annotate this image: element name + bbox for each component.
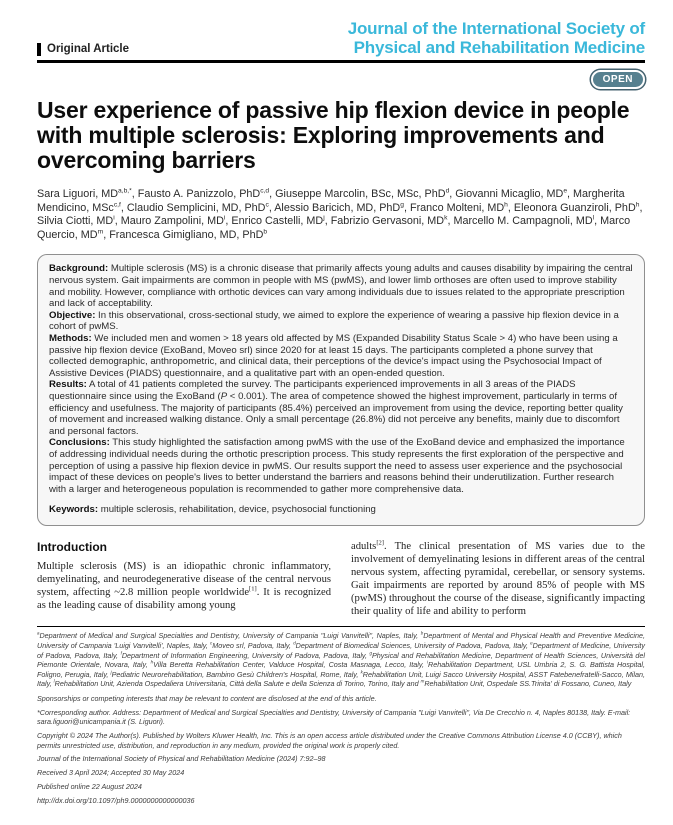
- author: Eleonora Guanziroli, PhD$^h$: [513, 201, 640, 214]
- author: Giovanni Micaglio, MDe: [455, 187, 568, 201]
- footer-line-published-online: Published online 22 August 2024: [37, 782, 142, 792]
- author: Fabrizio Gervasoni, $MD^k$: [330, 214, 448, 228]
- abstract-section: Background: Multiple sclerosis (MS) is a chronic disease that primarily affects young adults and causes disability by impairing the central nervous system. Gait impairments are common in people with MS (pwMS), and lower limb orthoses are often used to improve stability and mobility. However, compliance with orthotic devices can vary among individuals due to issues related to the appropriate prescription and lack of acceptability.: [49, 263, 633, 310]
- author-list: Sara Liguori, $MD^{a,b,*}$, Fausto A. Panizzolo, PhD$^{c,d}$, Giuseppe Marcolin, BSc, MSc, PhD$^d$, Giovanni Micaglio, MDe, Margherita Mendicino, MSc$^{c,f}$, Claudio Semplicini, MD, PhD$^c$, Alessio Baricich, MD, PhD$^g$, Franco Molteni, $MD^h$, Eleonora Guanziroli, PhD$^h$, Silvia Ciotti, $MD^i$, Mauro Zampolini, $MD^i$, Enrico Castelli, $MD^j$, Fabrizio Gervasoni, $MD^k$, Marcello M. Campagnoli, $MD^l$, Marco Quercio, $MD^m$, Francesca Gimigliano, MD, PhD$^b$: [37, 187, 643, 241]
- badge-row: [37, 70, 645, 89]
- author: Margherita Mendicino, MSc$^{c,f}$: [37, 188, 625, 214]
- journal-title-line2: Physical and Rehabilitation Medicine: [353, 37, 645, 57]
- abstract-section: Objective: In this observational, cross-sectional study, we aimed to explore the experience of wearing a passive hip flexion device in a cohort of pwMS.: [49, 309, 619, 333]
- author: Sara Liguori, $MD^{a,b,*}$: [37, 187, 132, 201]
- author: Marcello M. Campagnoli, $MD^l$: [453, 214, 595, 228]
- doi-link[interactable]: http://dx.doi.org/10.1097/ph9.0000000000000036: [37, 796, 195, 806]
- author: Silvia Ciotti, $MD^i$: [37, 214, 115, 228]
- paper-title: User experience of passive hip flexion device in people with multiple sclerosis: Exploring improvements and overcoming barriers: [37, 97, 630, 173]
- footer-line-corresponding-author: *Corresponding author. Address: Department of Medical and Surgical Specialties and Dentistry, University of Campania "Luigi Vanvitelli", Via De Crecchio n. 4, Naples 80138, Italy. E-mail: sara.liguori@unicampania.it (S. Liguori).: [37, 707, 631, 727]
- affiliations: $^a$Department of Medical and Surgical Specialties and Dentistry, University of Campania "Luigi Vanvitelli", Naples, Italy, $^b$Department of Mental and Physical Health and Preventive Medicine, University of Campania 'Luigi Vanvitelli', Naples, Italy, $^c$Moveo srl, Padova, Italy, $^d$Department of Biomedical Sciences, University of Padova, Padova, Italy, $^e$Department of Medicine, University of Padova, Padova, Italy, $^f$Department of Information Engineering, University of Padova, Padova, Italy, $^g$Physical and Rehabilitation Medicine, Department of Health Sciences, Università del Piemonte Orientale, Novara, Italy, $^h$Villa Beretta Rehabilitation Center, Valduce Hospital, Costa Masnaga, Lecco, Italy, $^i$Rehabilitation Department, USL Umbria 2, S. G. Battista Hospital, Foligno, Perugia, Italy, $^j$Pediatric Neurorehabilitation, Bambino Gesù Children's Hospital, Rome, Italy, $^k$Rehabilitation Unit, Luigi Sacco University Hospital, ASST Fatebenefratelli-Sacco, Milan, Italy, $^l$Rehabilitation Unit, Azienda Ospedaliera Universitaria, Città della Salute e della Scienza di Torino, Torino, Italy and $^m$Rehabilitation Unit, Ospedale SS.Trinita' di Fossano, Cuneo, Italy: [37, 630, 646, 689]
- abstract-section: Conclusions: This study highlighted the satisfaction among pwMS with the use of the ExoBand device and emphasized the importance of addressing individual needs during the orthotic prescription process. This study represents the first exploration of the perspective and perception of using a passive hip flexion device in pwMS. Our results support the need to assess user experience and the psychosocial impact of these devices on people's lives to better understand the barriers and reasons behind their underutilization. Further research with a larger and heterogeneous population is recommended to gather more comprehensive data.: [49, 437, 625, 495]
- masthead: [37, 20, 645, 57]
- journal-title: [348, 20, 645, 57]
- intro-left-text: Multiple sclerosis (MS) is an idiopathic chronic inflammatory, demyelinating, and neurodegenerative disease of the central nervous system, affecting ~2.8 million people worldwide[1]. It is recognized as the leading cause of disability among young: [37, 560, 331, 611]
- abstract-section: Results: A total of 41 patients completed the survey. The participants experienced improvements in all 3 areas of the PIADS questionnaire since using the ExoBand (P < 0.001). The area of competence showed the highest improvement, particularly in terms of efficiency and usefulness. The majority of participants (85.4%) perceived an improvement from using the device, reporting better quality of movement and increased walking distance. Only a small percentage (26.8%) did not perceive any benefits, mainly due to discomfort and personal factors.: [49, 379, 623, 437]
- author: Fausto A. Panizzolo, PhD$^{c,d}$: [137, 187, 270, 201]
- abstract-box: [37, 254, 645, 525]
- intro-right-column: [351, 540, 645, 618]
- footer-line-received-accepted: Received 3 April 2024; Accepted 30 May 2024: [37, 768, 185, 778]
- author: Alessio Baricich, MD, PhD$^g$: [274, 201, 404, 214]
- intro-left-column: [37, 540, 331, 618]
- footer-line-disclosure: Sponsorships or competing interests that may be relevant to content are disclosed at the end of this article.: [37, 693, 377, 703]
- abstract-section: Methods: We included men and women > 18 years old affected by MS (Expanded Disability Status Scale > 4) who have been using a passive hip flexion device (ExoBand, Moveo srl) since 2020 for at least 15 days. The participants completed a phone survey that collected demographic, anthropometric, and clinical data, their perceptions of the device's impact using the Psychosocial Impact of Assistive Devices (PIADS) questionnaire, and a qualitative part with an open-ended question.: [49, 332, 618, 379]
- author: Giuseppe Marcolin, BSc, MSc, PhD$^d$: [275, 187, 450, 201]
- introduction-section: [37, 540, 645, 618]
- footnote-divider: [37, 626, 645, 628]
- author: Franco Molteni, $MD^h$: [409, 201, 508, 214]
- footer-lines: [37, 694, 645, 806]
- author: Francesca Gimigliano, MD, PhD$^b$: [109, 228, 268, 241]
- intro-right-text: adults[2]. The clinical presentation of MS varies due to the involvement of demyelinating lesions in different areas of the central nervous system, affecting pyramidal, cerebellar, or sensory systems. Gait impairments are reported by around 85% of people with MS (pwMS) throughout the course of the disease, significantly impacting their quality of life and ability to perform: [351, 539, 645, 617]
- keywords: Keywords: multiple sclerosis, rehabilitation, device, psychosocial functioning: [49, 504, 376, 516]
- article-type-label: Original Article: [37, 43, 129, 56]
- journal-title-line1: Journal of the International Society of: [347, 19, 645, 38]
- header-divider: [37, 60, 645, 63]
- footer-line-copyright: Copyright © 2024 The Author(s). Published by Wolters Kluwer Health, Inc. This is an open access article distributed under the Creative Commons Attribution License 4.0 (CCBY), which permits unrestricted use, distribution, and reproduction in any medium, provided the original work is properly cited.: [37, 731, 622, 750]
- open-access-badge: OPEN: [591, 70, 645, 89]
- author: Marco Quercio, $MD^m$: [37, 215, 631, 241]
- introduction-heading: Introduction: [37, 539, 107, 554]
- author: Claudio Semplicini, MD, PhD$^c$: [126, 201, 269, 214]
- author: Enrico Castelli, $MD^j$: [231, 214, 325, 228]
- author: Mauro Zampolini, $MD^i$: [120, 214, 226, 228]
- footer-line-citation: Journal of the International Society of Physical and Rehabilitation Medicine (2024) 7:92–98: [37, 754, 326, 764]
